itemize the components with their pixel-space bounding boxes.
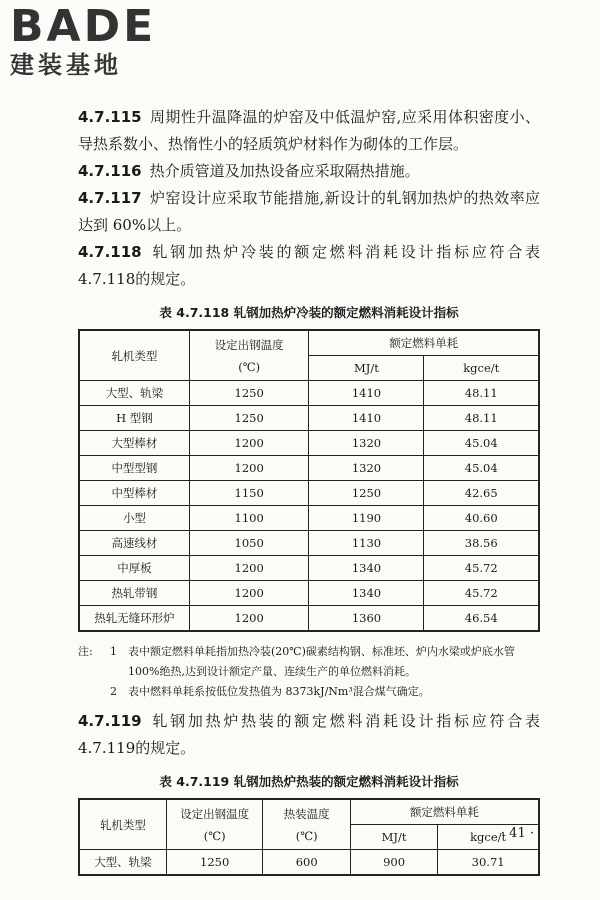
table-row [79,481,539,506]
header-tapping-temp-unit: (℃) [203,828,226,843]
note-text: 表中燃料单耗系按低位发热值为 8373kJ/Nm³混合煤气确定。 [128,685,430,698]
header-tapping-temp-unit: (℃) [238,359,261,374]
header-fuel-consumption: 额定燃料单耗 [309,330,539,356]
table-row [79,850,539,876]
clause-text: 热介质管道及加热设备应采取隔热措施。 [149,162,420,180]
table-row [79,456,539,481]
cell-type: 大型、轨梁 [79,381,189,406]
clause-text: 周期性升温降温的炉窑及中低温炉窑,应采用体积密度小、导热系数小、热惰性小的轻质筑炉材料作为砌体的工作层。 [78,108,540,153]
note-text: 表中额定燃料单耗指加热冷装(20℃)碳素结构钢、标准坯、炉内水梁或炉底水管 100%绝热,达到设计额定产量、连续生产的单位燃料消耗。 [128,645,515,678]
header-tapping-temp-label: 设定出钢温度 [180,806,250,821]
table-row [79,531,539,556]
cell-mj: 1250 [309,481,424,506]
clause-4-7-116 [78,158,540,185]
cell-kgce: 48.11 [424,381,539,406]
table-notes [78,642,540,702]
cell-temp: 1200 [189,456,309,481]
cell-kgce: 45.72 [424,556,539,581]
cell-kgce: 45.72 [424,581,539,606]
cell-kgce: 45.04 [424,456,539,481]
cell-type: 高速线材 [79,531,189,556]
clause-text: 炉窑设计应采取节能措施,新设计的轧钢加热炉的热效率应达到 60%以上。 [78,189,540,234]
header-fuel-consumption: 额定燃料单耗 [350,799,539,825]
clause-number: 4.7.119 [78,712,142,730]
table-row [79,381,539,406]
clause-4-7-115 [78,104,540,158]
cell-kgce: 46.54 [424,606,539,632]
note-index: 1 [110,645,117,658]
cell-type: 大型、轨梁 [79,850,166,876]
cell-mj: 900 [350,850,437,876]
cell-mj: 1340 [309,581,424,606]
header-tapping-temp [189,330,309,381]
cell-type: 中型型钢 [79,456,189,481]
table-row [79,606,539,632]
cold-charge-table [78,329,540,632]
header-hot-charge-temp [263,799,350,850]
cell-temp: 1250 [166,850,263,876]
cell-temp: 1150 [189,481,309,506]
document-body [78,104,540,876]
table-row [79,506,539,531]
header-hot-charge-label: 热装温度 [283,806,330,821]
cell-mj: 1340 [309,556,424,581]
table-caption: 表 4.7.118 轧钢加热炉冷装的额定燃料消耗设计指标 [159,305,459,320]
table-caption: 表 4.7.119 轧钢加热炉热装的额定燃料消耗设计指标 [159,774,459,789]
cell-mj: 1130 [309,531,424,556]
header-kgce: kgce/t [438,825,539,850]
cell-type: 中厚板 [79,556,189,581]
clause-text: 轧钢加热炉冷装的额定燃料消耗设计指标应符合表 4.7.118的规定。 [78,243,540,288]
cell-temp: 1200 [189,556,309,581]
clause-number: 4.7.116 [78,162,142,180]
cell-type: 热轧带钢 [79,581,189,606]
cell-temp: 1200 [189,431,309,456]
cell-temp: 1250 [189,406,309,431]
clause-number: 4.7.115 [78,108,142,126]
header-tapping-temp-label: 设定出钢温度 [214,337,284,352]
header-mj: MJ/t [350,825,437,850]
cell-temp: 1200 [189,581,309,606]
cell-mj: 1320 [309,431,424,456]
header-mj: MJ/t [309,356,424,381]
cell-kgce: 48.11 [424,406,539,431]
cell-kgce: 38.56 [424,531,539,556]
cell-temp: 1200 [189,606,309,632]
clause-text: 轧钢加热炉热装的额定燃料消耗设计指标应符合表 4.7.119的规定。 [78,712,540,757]
cell-temp: 1250 [189,381,309,406]
clause-number: 4.7.118 [78,243,142,261]
cell-type: 大型棒材 [79,431,189,456]
cell-temp: 1100 [189,506,309,531]
notes-label: 注: [78,645,93,658]
cell-type: 热轧无缝环形炉 [79,606,189,632]
cell-kgce: 30.71 [438,850,539,876]
hot-charge-table [78,798,540,876]
table-row [79,556,539,581]
cell-type: H 型钢 [79,406,189,431]
page-number: · 41 · [500,826,534,841]
header-mill-type: 轧机类型 [79,799,166,850]
cell-type: 小型 [79,506,189,531]
cell-mj: 1190 [309,506,424,531]
header-mill-type: 轧机类型 [79,330,189,381]
note-item [78,642,540,682]
logo-subtitle: 建装基地 [10,51,122,79]
cell-mj: 1360 [309,606,424,632]
clause-4-7-118 [78,239,540,293]
table-row [79,406,539,431]
note-item [78,682,540,702]
cell-kgce: 42.65 [424,481,539,506]
table-row [79,431,539,456]
clause-4-7-117 [78,185,540,239]
cell-hot: 600 [263,850,350,876]
header-hot-charge-unit: (℃) [295,828,318,843]
clause-number: 4.7.117 [78,189,142,207]
cell-temp: 1050 [189,531,309,556]
cell-mj: 1410 [309,381,424,406]
cell-kgce: 45.04 [424,431,539,456]
cell-mj: 1410 [309,406,424,431]
cell-kgce: 40.60 [424,506,539,531]
cell-type: 中型棒材 [79,481,189,506]
header-tapping-temp [166,799,263,850]
bade-logo [10,1,180,80]
header-kgce: kgce/t [424,356,539,381]
clause-4-7-119 [78,708,540,762]
logo-wordmark: BADE [10,1,157,52]
table-row [79,581,539,606]
cell-mj: 1320 [309,456,424,481]
note-index: 2 [110,685,117,698]
